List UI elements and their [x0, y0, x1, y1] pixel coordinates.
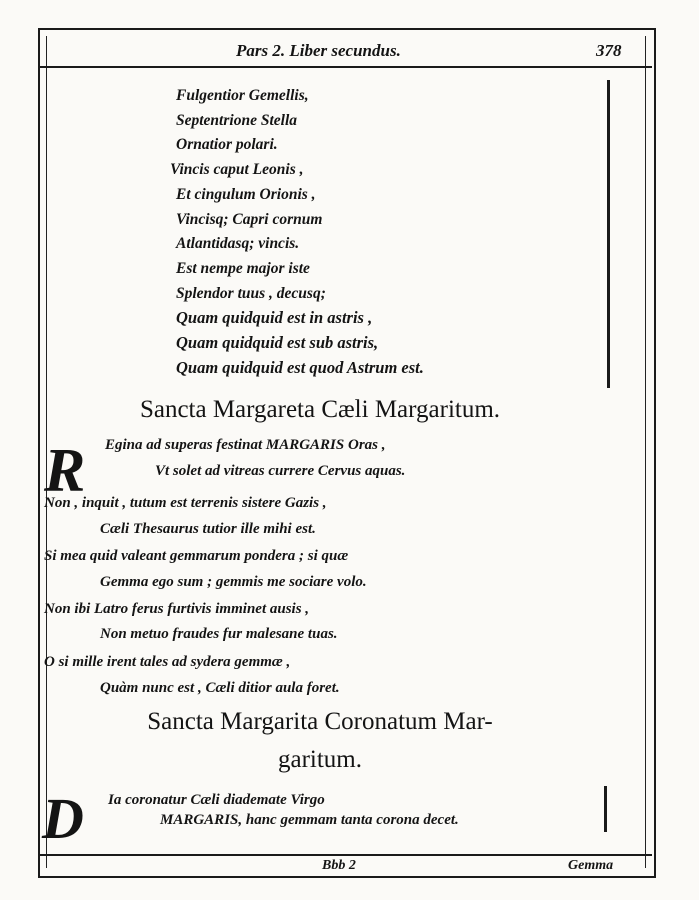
poem-line: Atlantidasq; vincis.	[176, 235, 300, 253]
section-heading: Sancta Margarita Coronatum Mar-	[147, 708, 493, 735]
verse-line: Quàm nunc est , Cæli ditior aula foret.	[100, 680, 340, 696]
catchword: Gemma	[568, 858, 614, 873]
poem-line: Quam quidquid est sub astris,	[176, 333, 379, 353]
poem-line: Fulgentior Gemellis,	[176, 87, 309, 104]
poem-line: Vincisq; Capri cornum	[176, 210, 323, 228]
margin-bracket-bottom	[604, 786, 607, 832]
verse-line: O si mille irent tales ad sydera gemmæ ,	[44, 654, 291, 670]
poem-line: Quam quidquid est quod Astrum est.	[176, 357, 424, 377]
verse-line: MARGARIS, hanc gemmam tanta corona decet.	[160, 812, 459, 828]
verse-line: Vt solet ad vitreas currere Cervus aquas.	[155, 463, 406, 479]
header-rule	[40, 66, 652, 68]
poem-line: Septentrione Stella	[176, 111, 297, 129]
verse-line: Non metuo fraudes fur malesane tuas.	[100, 626, 338, 642]
margin-bracket-upper	[607, 80, 610, 198]
poem-line: Est nempe major iste	[176, 259, 310, 277]
section-heading: garitum.	[277, 746, 362, 773]
verse-line: Si mea quid valeant gemmarum pondera ; si quæ	[44, 548, 349, 564]
poem-line: Quam quidquid est in astris ,	[176, 308, 373, 328]
running-header: Pars 2. Liber secundus.	[236, 41, 401, 60]
verse-line: Cæli Thesaurus tutior ille mihi est.	[100, 521, 316, 537]
signature-mark: Bbb 2	[322, 858, 356, 873]
poem-line: Ornatior polari.	[176, 136, 278, 154]
page-number: 378	[596, 41, 622, 60]
verse-line: Ia coronatur Cæli diademate Virgo	[108, 792, 325, 808]
poem-line: Splendor tuus , decusq;	[176, 284, 326, 302]
verse-line: Egina ad superas festinat MARGARIS Oras ,	[105, 437, 386, 453]
section-heading: Sancta Margareta Cæli Margaritum.	[139, 396, 501, 423]
footer-rule	[40, 854, 652, 856]
drop-cap: R	[44, 437, 86, 505]
poem-block	[170, 84, 596, 380]
poem-line: Vincis caput Leonis ,	[170, 161, 304, 179]
drop-cap: D	[42, 786, 84, 851]
poem-line: Et cingulum Orionis ,	[176, 185, 316, 203]
verse-line: Non , inquit , tutum est terrenis sistere Gazis ,	[44, 495, 327, 511]
margin-bracket-lower	[607, 198, 610, 388]
verse-line: Gemma ego sum ; gemmis me sociare volo.	[100, 574, 367, 590]
verse-line: Non ibi Latro ferus furtivis imminet ausis ,	[44, 601, 310, 617]
